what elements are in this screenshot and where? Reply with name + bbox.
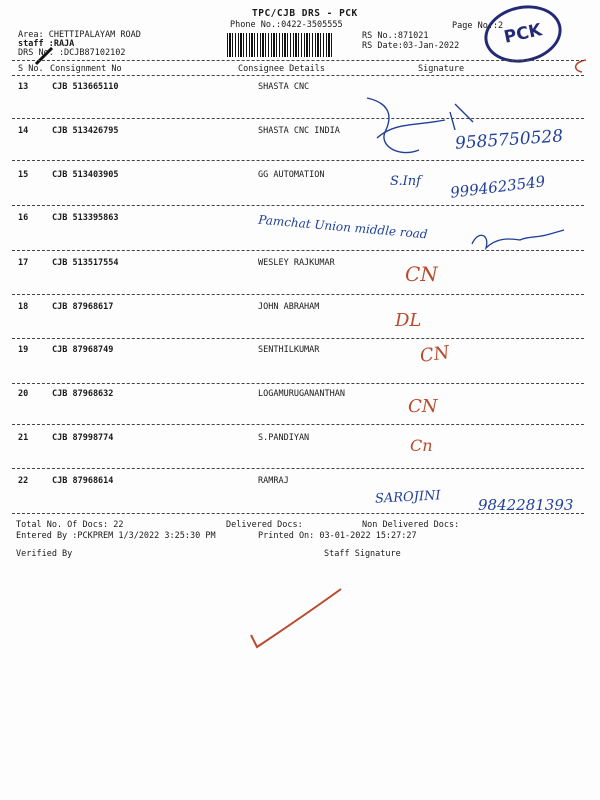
row-divider: [12, 338, 584, 339]
total-docs: Total No. Of Docs: 22: [16, 520, 124, 530]
row-divider: [12, 294, 584, 295]
row-consignment: CJB 87968617: [52, 302, 114, 312]
handwritten-name-row22: SAROJINI: [374, 488, 441, 507]
area-label: Area: CHETTIPALAYAM ROAD: [18, 30, 141, 40]
row-consignee: S.PANDIYAN: [258, 433, 310, 443]
row-divider: [12, 160, 584, 161]
row-divider: [12, 383, 584, 384]
page-number: Page No.:2: [452, 21, 504, 31]
row-consignment: CJB 87968632: [52, 389, 114, 399]
row-consignment: CJB 87998774: [52, 433, 114, 443]
row-sno: 14: [18, 126, 29, 136]
row-sno: 22: [18, 476, 29, 486]
row-consignee: SHASTA CNC: [258, 82, 310, 92]
handwritten-mark-row19: CN: [418, 342, 451, 367]
col-signature: Signature: [418, 64, 465, 74]
row-sno: 20: [18, 389, 29, 399]
row-divider: [12, 118, 584, 119]
document-title: TPC/CJB DRS - PCK: [252, 8, 358, 19]
handwritten-signature-row13: [355, 92, 475, 172]
row-consignment: CJB 513403905: [52, 170, 119, 180]
row-sno: 15: [18, 170, 29, 180]
staff-label: staff :RAJA: [18, 39, 75, 49]
col-consignment: Consignment No: [50, 64, 122, 74]
row-divider: [12, 424, 584, 425]
row-sno: 13: [18, 82, 29, 92]
header-divider-bottom: [12, 75, 584, 76]
col-sno: S No.: [18, 64, 44, 74]
staff-signature-label: Staff Signature: [324, 549, 401, 559]
handwritten-phone-row15: 9994623549: [449, 172, 547, 202]
phone-number: Phone No.:0422-3505555: [230, 20, 343, 30]
delivered-docs: Delivered Docs:: [226, 520, 303, 530]
handwritten-phone-row14: 9585750528: [454, 126, 564, 154]
row-consignment: CJB 87968614: [52, 476, 114, 486]
col-consignee: Consignee Details: [238, 64, 325, 74]
pck-stamp: PCK: [479, 0, 567, 69]
row-consignment: CJB 87968749: [52, 345, 114, 355]
rs-number: RS No.:871021: [362, 31, 429, 41]
row-sno: 17: [18, 258, 29, 268]
printed-on: Printed On: 03-01-2022 15:27:27: [258, 531, 417, 541]
row-consignment: CJB 513395863: [52, 213, 119, 223]
row-divider: [12, 205, 584, 206]
handwritten-signature-row16: [468, 226, 568, 256]
header-divider-top: [12, 60, 584, 61]
entered-by: Entered By :PCKPREM 1/3/2022 3:25:30 PM: [16, 531, 216, 541]
handwritten-sign-row15: S.Inf: [390, 174, 421, 189]
non-delivered-docs: Non Delivered Docs:: [362, 520, 460, 530]
row-consignment: CJB 513426795: [52, 126, 119, 136]
row-sno: 21: [18, 433, 29, 443]
rs-date: RS Date:03-Jan-2022: [362, 41, 460, 51]
row-consignee: SHASTA CNC INDIA: [258, 126, 340, 136]
row-consignee: RAMRAJ: [258, 476, 289, 486]
row-consignee: WESLEY RAJKUMAR: [258, 258, 335, 268]
row-consignee: SENTHILKUMAR: [258, 345, 320, 355]
row-consignee: LOGAMURUGANANTHAN: [258, 389, 345, 399]
handwritten-mark-row18: DL: [395, 310, 422, 331]
handwritten-address-row16: Pamchat Union middle road: [257, 212, 429, 242]
row-consignment: CJB 513517554: [52, 258, 119, 268]
handwritten-mark-row17: CN: [405, 262, 438, 286]
row-divider: [12, 468, 584, 469]
staff-signature: [245, 585, 345, 655]
drs-number: DRS No. :DCJB87102102: [18, 48, 126, 58]
row-consignee: GG AUTOMATION: [258, 170, 325, 180]
verified-by: Verified By: [16, 549, 73, 559]
handwritten-phone-row22: 9842281393: [478, 496, 574, 514]
barcode: [227, 33, 334, 57]
row-consignee: JOHN ABRAHAM: [258, 302, 320, 312]
row-sno: 18: [18, 302, 29, 312]
handwritten-mark-row20: CN: [408, 396, 438, 417]
row-sno: 16: [18, 213, 29, 223]
row-consignment: CJB 513665110: [52, 82, 119, 92]
row-sno: 19: [18, 345, 29, 355]
handwritten-mark-row21: Cn: [410, 436, 433, 455]
